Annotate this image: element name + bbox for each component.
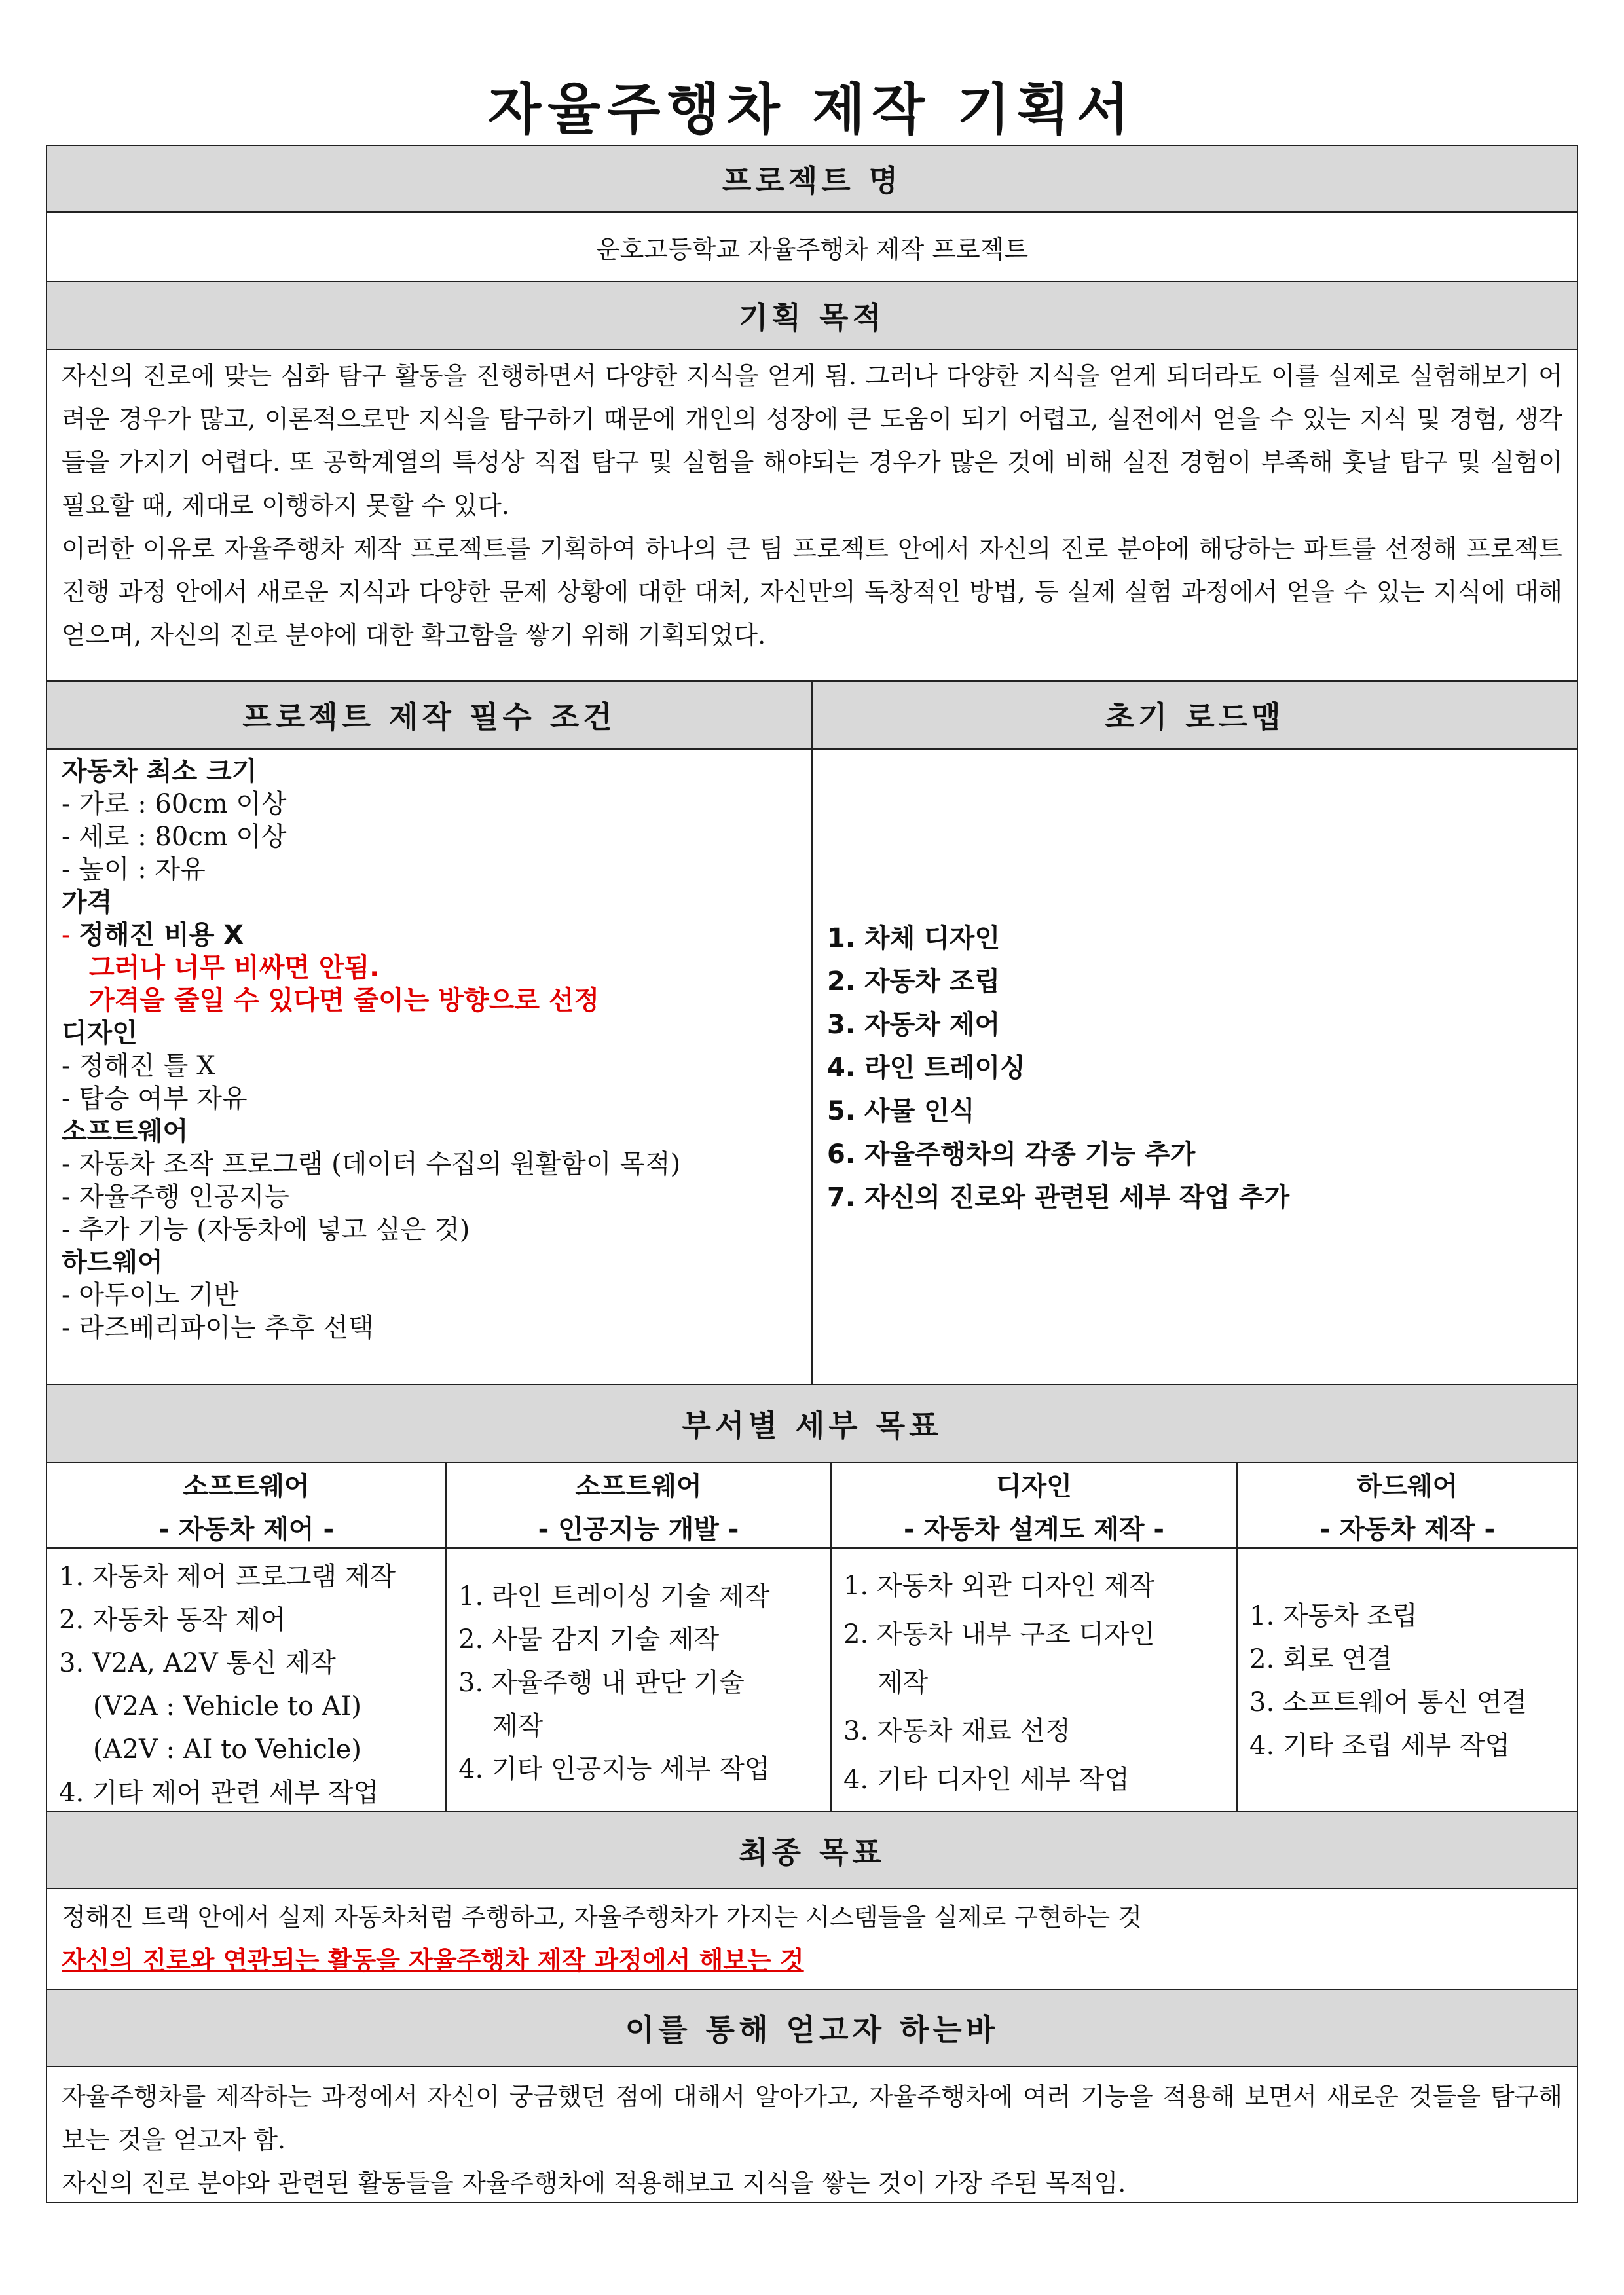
- software-item: - 자율주행 인공지능: [62, 1182, 290, 1212]
- dept-body-design: [832, 1549, 1238, 1811]
- roadmap-item: 1. 차체 디자인: [827, 923, 1001, 953]
- dept-body-hardware: [1238, 1549, 1577, 1811]
- dept-item: 1. 자동차 외관 디자인 제작: [843, 1571, 1155, 1601]
- price-note: 그러나 너무 비싸면 안됨.: [89, 953, 380, 983]
- software-item: - 추가 기능 (자동차에 넣고 싶은 것): [62, 1215, 470, 1245]
- document-title: 자율주행차 제작 기획서: [488, 77, 1136, 141]
- purpose-paragraph: 이러한 이유로 자율주행차 제작 프로젝트를 기획하여 하나의 큰 팀 프로젝트 안에서 자신의 진로 분야에 해당하는 파트를 선정해 프로젝트 진행 과정 안에서 새로운 지식과 다양한 문제 상황에 대한 대처, 자신만의 독창적인 방법, 등 실제 실험 과정에서 얻을 수 있는 지식에 대해 얻으며, 자신의 진로 분야에 대한 확고함을 쌓기 위해 기획되었다.: [62, 534, 1562, 650]
- departments-head-row: [47, 1463, 1577, 1549]
- purpose-header: 기획 목적: [47, 282, 1577, 350]
- dept-item: 2. 사물 감지 기술 제작: [458, 1625, 720, 1655]
- price-title: 가격: [62, 887, 113, 917]
- final-goal-header: 최종 목표: [47, 1812, 1577, 1889]
- dept-name: 소프트웨어: [183, 1471, 310, 1501]
- dept-name: 디자인: [996, 1471, 1072, 1501]
- dept-item: 제작: [877, 1668, 929, 1698]
- departments-header: 부서별 세부 목표: [47, 1385, 1577, 1463]
- dept-item: 3. V2A, A2V 통신 제작: [59, 1648, 336, 1678]
- price-note: 가격을 줄일 수 있다면 줄이는 방향으로 선정: [89, 985, 600, 1016]
- requirements-column: [47, 682, 813, 1385]
- dept-item: 4. 기타 인공지능 세부 작업: [458, 1754, 770, 1784]
- roadmap-item: 3. 자동차 제어: [827, 1010, 1001, 1040]
- dept-item: (V2A : Vehicle to AI): [93, 1691, 361, 1721]
- roadmap-item: 7. 자신의 진로와 관련된 세부 작업 추가: [827, 1183, 1290, 1213]
- roadmap-item: 4. 라인 트레이싱: [827, 1053, 1025, 1083]
- software-title: 소프트웨어: [62, 1116, 189, 1147]
- dept-sub: - 자동차 설계도 제작 -: [903, 1515, 1165, 1545]
- design-item: - 탑승 여부 자유: [62, 1084, 248, 1114]
- gain-header: 이를 통해 얻고자 하는바: [47, 1990, 1577, 2067]
- price-dash: -: [62, 920, 79, 950]
- design-title: 디자인: [62, 1018, 138, 1048]
- dept-item: 1. 자동차 조립: [1249, 1601, 1418, 1631]
- dept-sub: - 자동차 제작 -: [1319, 1515, 1496, 1545]
- dept-item: 2. 회로 연결: [1249, 1644, 1393, 1674]
- final-goal-line: 정해진 트랙 안에서 실제 자동차처럼 주행하고, 자율주행차가 가지는 시스템들을 실제로 구현하는 것: [62, 1903, 1142, 1932]
- size-item: - 세로 : 80cm 이상: [62, 822, 287, 852]
- roadmap-body: [813, 750, 1577, 1385]
- price-item-text: 정해진 비용 X: [79, 920, 244, 950]
- gain-body: [47, 2067, 1577, 2202]
- dept-body-software-ai: [447, 1549, 832, 1811]
- dept-item: 2. 자동차 동작 제어: [59, 1605, 286, 1635]
- final-goal-highlight: 자신의 진로와 연관되는 활동을 자율주행차 제작 과정에서 해보는 것: [62, 1946, 804, 1975]
- roadmap-header: 초기 로드맵: [813, 682, 1577, 750]
- hardware-item: - 라즈베리파이는 추후 선택: [62, 1313, 374, 1343]
- dept-item: (A2V : AI to Vehicle): [93, 1735, 361, 1765]
- final-goal-body: [47, 1889, 1577, 1990]
- dept-item: 1. 자동차 제어 프로그램 제작: [59, 1562, 396, 1592]
- requirements-header: 프로젝트 제작 필수 조건: [47, 682, 811, 750]
- dept-name: 소프트웨어: [575, 1471, 702, 1501]
- design-item: - 정해진 틀 X: [62, 1051, 215, 1081]
- software-item: - 자동차 조작 프로그램 (데이터 수집의 원활함이 목적): [62, 1149, 681, 1179]
- gain-paragraph: 자신의 진로 분야와 관련된 활동들을 자율주행차에 적용해보고 지식을 쌓는 것이 가장 주된 목적임.: [62, 2169, 1126, 2197]
- roadmap-column: [813, 682, 1577, 1385]
- dept-item: 3. 소프트웨어 통신 연결: [1249, 1687, 1528, 1717]
- final-goal-highlight-row: [47, 1939, 1577, 1982]
- price-item: [62, 919, 797, 951]
- size-item: - 가로 : 60cm 이상: [62, 789, 287, 819]
- dept-item: 3. 자동차 재료 선정: [843, 1716, 1071, 1746]
- roadmap-item: 2. 자동차 조립: [827, 966, 1001, 997]
- purpose-paragraph: 자신의 진로에 맞는 심화 탐구 활동을 진행하면서 다양한 지식을 얻게 됨. 그러나 다양한 지식을 얻게 되더라도 이를 실제로 실험해보기 어려운 경우가 많고, 이론적으로만 지식을 탐구하기 때문에 개인의 성장에 큰 도움이 되기 어렵고, 실전에서 얻을 수 있는 지식 및 경험, 생각들을 가지기 어렵다. 또 공학계열의 특성상 직접 탐구 및 실험을 해야되는 경우가 많은 것에 비해 실전 경험이 부족해 훗날 탐구 및 실험이 필요할 때, 제대로 이행하지 못할 수 있다.: [62, 361, 1562, 520]
- project-name-header: 프로젝트 명: [47, 146, 1577, 213]
- plan-table: [46, 145, 1578, 2203]
- dept-body-software-control: [47, 1549, 447, 1811]
- roadmap-item: 5. 사물 인식: [827, 1096, 975, 1126]
- hardware-title: 하드웨어: [62, 1247, 163, 1277]
- size-title: 자동차 최소 크기: [62, 756, 257, 786]
- gain-paragraph: 자율주행차를 제작하는 과정에서 자신이 궁금했던 점에 대해서 알아가고, 자율주행차에 여러 기능을 적용해 보면서 새로운 것들을 탐구해 보는 것을 얻고자 함.: [62, 2082, 1562, 2154]
- hardware-item: - 아두이노 기반: [62, 1280, 239, 1310]
- dept-sub: - 자동차 제어 -: [158, 1515, 335, 1545]
- requirements-roadmap-section: [47, 682, 1577, 1385]
- dept-item: 4. 기타 조립 세부 작업: [1249, 1731, 1511, 1761]
- dept-item: 제작: [492, 1711, 544, 1741]
- dept-item: 4. 기타 제어 관련 세부 작업: [59, 1778, 379, 1808]
- dept-item: 3. 자율주행 내 판단 기술: [458, 1668, 745, 1698]
- dept-item: 4. 기타 디자인 세부 작업: [843, 1765, 1130, 1795]
- purpose-body: [47, 350, 1577, 682]
- requirements-body: [47, 750, 811, 1385]
- dept-sub: - 인공지능 개발 -: [538, 1515, 739, 1545]
- dept-head-hardware: [1238, 1463, 1577, 1547]
- dept-head-software-ai: [447, 1463, 832, 1547]
- roadmap-item: 6. 자율주행차의 각종 기능 추가: [827, 1139, 1196, 1169]
- dept-head-software-control: [47, 1463, 447, 1547]
- roadmap-list: [827, 750, 1577, 1219]
- project-name-value: 운호고등학교 자율주행차 제작 프로젝트: [47, 213, 1577, 282]
- dept-head-design: [832, 1463, 1238, 1547]
- size-item: - 높이 : 자유: [62, 854, 206, 885]
- dept-name: 하드웨어: [1356, 1471, 1458, 1501]
- dept-item: 1. 라인 트레이싱 기술 제작: [458, 1581, 770, 1611]
- dept-item: 2. 자동차 내부 구조 디자인: [843, 1619, 1155, 1649]
- departments-body-row: [47, 1549, 1577, 1812]
